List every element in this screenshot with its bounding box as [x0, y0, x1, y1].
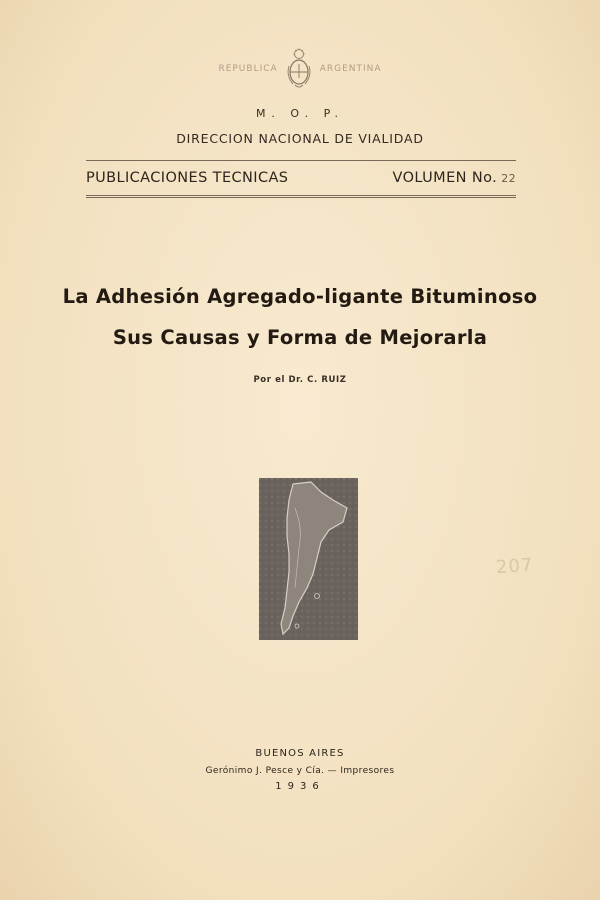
- imprint-printer: Gerónimo J. Pesce y Cía. — Impresores: [205, 766, 395, 776]
- divider-bottom: [86, 195, 516, 198]
- country-label-right: ARGENTINA: [319, 64, 382, 74]
- series-label: PUBLICACIONES TECNICAS: [86, 170, 289, 186]
- title-line-2: Sus Causas y Forma de Mejorarla: [112, 326, 488, 349]
- author-line: Por el Dr. C. RUIZ: [253, 375, 347, 385]
- coat-of-arms-icon: [284, 48, 314, 90]
- volume-text: VOLUMEN No.: [392, 170, 498, 186]
- imprint-city: BUENOS AIRES: [255, 748, 345, 759]
- series-line: [86, 170, 516, 186]
- divider-top: [86, 160, 516, 161]
- imprint-year: 1936: [275, 781, 325, 792]
- faded-stamp: 207: [495, 554, 535, 579]
- directorate-label: DIRECCION NACIONAL DE VIALIDAD: [176, 131, 424, 146]
- volume-number: 22: [501, 172, 516, 185]
- ministry-label: M. O. P.: [255, 107, 345, 120]
- country-label-left: REPUBLICA: [218, 64, 278, 74]
- header-emblem-row: [0, 48, 600, 90]
- volume-label: [393, 170, 516, 186]
- argentina-map-image: [259, 478, 358, 640]
- title-line-1: La Adhesión Agregado-ligante Bituminoso: [62, 285, 538, 308]
